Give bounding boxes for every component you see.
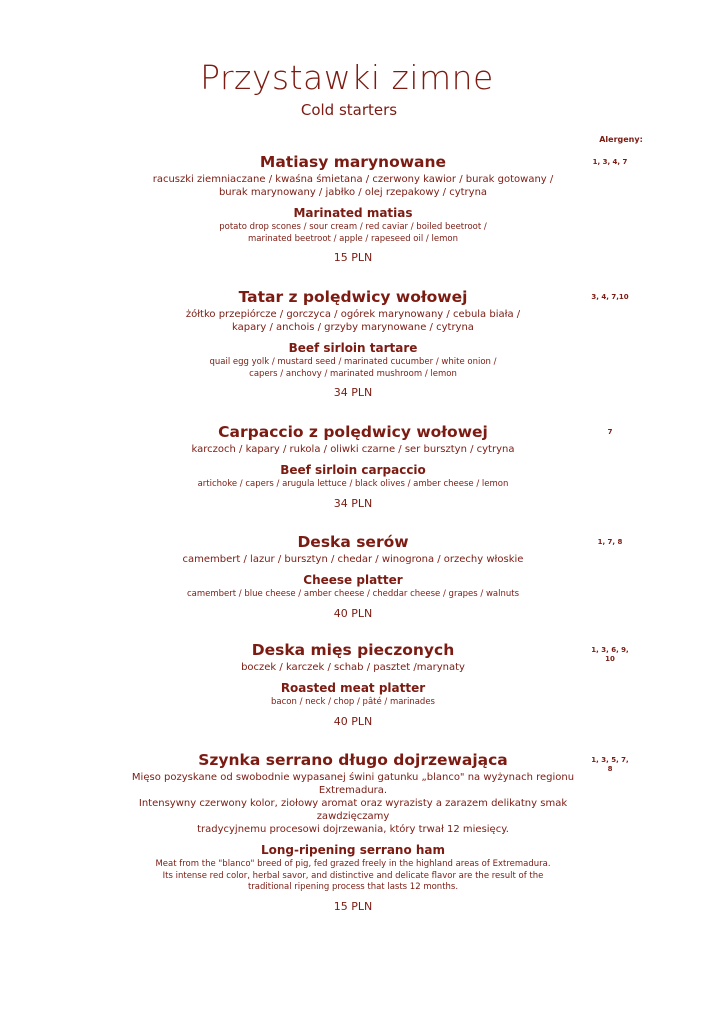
- description-line: quail egg yolk / mustard seed / marinated cucumber / white onion /: [209, 357, 497, 367]
- description-line: traditional ripening process that lasts 12 months.: [247, 882, 459, 892]
- allergen-line: 10: [605, 655, 615, 663]
- description-line: Mięso pozyskane od swobodnie wypasanej świni gatunku „blanco" na wyżynach regionu Extremadura.: [131, 772, 575, 796]
- dish-item: [110, 422, 596, 511]
- description-line: burak marynowany / jabłko / olej rzepakowy / cytryna: [218, 187, 488, 198]
- dish-description-pl: [110, 308, 596, 334]
- dish-item: [110, 152, 596, 265]
- description-line: capers / anchovy / marinated mushroom / lemon: [249, 368, 457, 379]
- allergen-codes: [586, 293, 634, 302]
- description-line: boczek / karczek / schab / pasztet /marynaty: [241, 662, 465, 673]
- dish-description-en: [110, 589, 596, 601]
- dish-name-pl: Szynka serrano długo dojrzewająca: [198, 751, 508, 769]
- dish-name-en: Beef sirloin carpaccio: [280, 463, 426, 477]
- description-line: camembert / lazur / bursztyn / chedar / winogrona / orzechy włoskie: [182, 554, 524, 565]
- dish-price: 34 PLN: [333, 386, 373, 399]
- dish-price: 40 PLN: [333, 606, 373, 620]
- allergen-line: 3, 4, 7,10: [591, 293, 629, 301]
- allergen-line: 1, 7, 8: [597, 538, 623, 546]
- description-line: tradycyjnemu procesowi dojrzewania, który trwał 12 miesięcy.: [197, 824, 509, 835]
- dish-name-pl: Matiasy marynowane: [259, 153, 447, 171]
- dish-description-en: [110, 222, 596, 245]
- allergen-codes: [586, 428, 634, 437]
- dish-price: 34 PLN: [333, 496, 373, 510]
- dish-description-en: [110, 859, 596, 894]
- allergen-line: 7: [607, 428, 613, 436]
- dish-item: [110, 532, 596, 621]
- dish-price: 40 PLN: [333, 714, 373, 728]
- dish-description-en: [110, 357, 596, 380]
- dish-description-pl: [110, 771, 596, 836]
- dish-description-en: [110, 479, 596, 491]
- dish-price: 15 PLN: [333, 899, 373, 913]
- description-line: racuszki ziemniaczane / kwaśna śmietana / czerwony kawior / burak gotowany /: [152, 174, 554, 185]
- dish-name-pl: Tatar z polędwicy wołowej: [238, 288, 468, 306]
- dish-name-en: Long-ripening serrano ham: [260, 843, 446, 857]
- page-title: Przystawki zimne: [200, 58, 494, 97]
- dish-name-pl: Carpaccio z polędwicy wołowej: [218, 423, 488, 441]
- dish-description-pl: [110, 443, 596, 456]
- allergen-line: 1, 3, 4, 7: [592, 158, 628, 166]
- dish-name-en: Marinated matias: [293, 206, 413, 220]
- description-line: kapary / anchois / grzyby marynowane / cytryna: [232, 322, 474, 333]
- allergen-codes: [586, 538, 634, 547]
- allergen-line: 8: [607, 765, 613, 773]
- dish-description-pl: [110, 661, 596, 674]
- dish-item: [110, 750, 596, 914]
- dish-name-pl: Deska serów: [297, 533, 409, 551]
- description-line: Intensywny czerwony kolor, ziołowy aromat oraz wyrazisty a zarazem delikatny smak zawdzięczamy: [138, 798, 568, 822]
- description-line: Meat from the "blanco" breed of pig, fed grazed freely in the highland areas of Extremadura.: [155, 859, 551, 869]
- description-line: żółtko przepiórcze / gorczyca / ogórek marynowany / cebula biała /: [185, 309, 521, 320]
- description-line: Its intense red color, herbal savor, and distinctive and delicate flavor are the result of the: [162, 870, 544, 881]
- allergen-codes: [586, 756, 634, 774]
- dish-description-pl: [110, 173, 596, 199]
- dish-name-pl: Deska mięs pieczonych: [251, 641, 455, 659]
- dish-name-en: Cheese platter: [303, 573, 403, 587]
- allergen-line: 1, 3, 6, 9,: [591, 646, 629, 654]
- page-subtitle: Cold starters: [300, 101, 398, 119]
- dish-description-pl: [110, 553, 596, 566]
- description-line: camembert / blue cheese / amber cheese / cheddar cheese / grapes / walnuts: [186, 589, 520, 599]
- dish-price: 15 PLN: [333, 251, 373, 264]
- allergen-codes: [586, 646, 634, 664]
- description-line: karczoch / kapary / rukola / oliwki czarne / ser bursztyn / cytryna: [191, 444, 515, 455]
- allergen-line: 1, 3, 5, 7,: [591, 756, 629, 764]
- description-line: artichoke / capers / arugula lettuce / black olives / amber cheese / lemon: [197, 479, 509, 489]
- dish-item: [110, 640, 596, 729]
- allergens-header: Alergeny:: [599, 135, 643, 144]
- dish-name-en: Beef sirloin tartare: [288, 341, 418, 355]
- dish-name-en: Roasted meat platter: [280, 681, 426, 695]
- dish-item: [110, 287, 596, 400]
- description-line: bacon / neck / chop / pâté / marinades: [271, 697, 435, 707]
- description-line: potato drop scones / sour cream / red caviar / boiled beetroot /: [219, 222, 487, 232]
- allergen-codes: [586, 158, 634, 167]
- description-line: marinated beetroot / apple / rapeseed oil / lemon: [248, 233, 458, 244]
- dish-description-en: [110, 697, 596, 709]
